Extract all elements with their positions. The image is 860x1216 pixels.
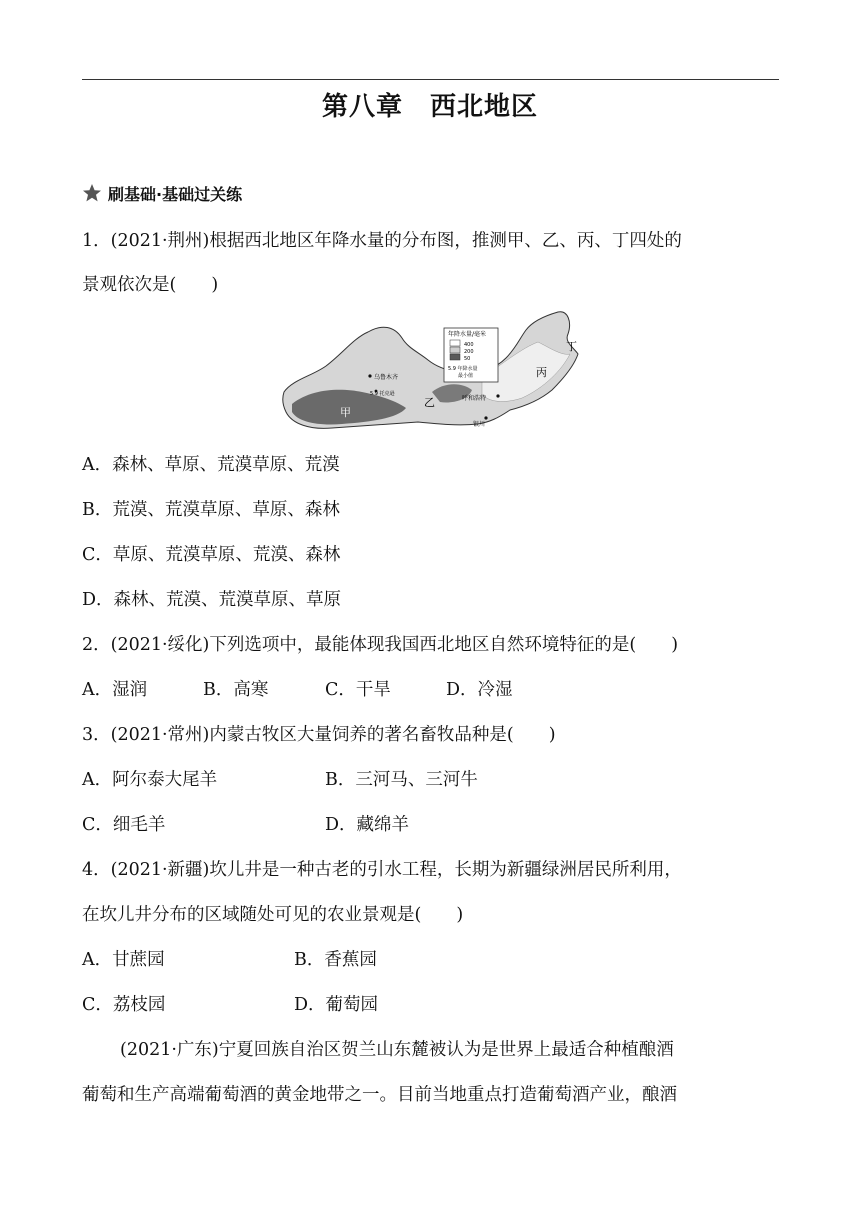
region-label-bing: 丙 bbox=[536, 366, 547, 379]
region-label-ding: 丁 bbox=[566, 340, 577, 353]
q4-line1: 4．(2021·新疆)坎儿井是一种古老的引水工程，长期为新疆绿洲居民所利用， bbox=[82, 860, 682, 880]
legend-title: 年降水量/毫米 bbox=[448, 331, 487, 338]
q4-option-b: B．香蕉园 bbox=[294, 950, 377, 970]
legend-swatch-200 bbox=[450, 347, 460, 353]
q3-option-d: D．藏绵羊 bbox=[325, 815, 410, 835]
region-label-jia: 甲 bbox=[340, 406, 351, 419]
urumqi-marker bbox=[368, 374, 371, 377]
legend-note-2: 最小值 bbox=[458, 373, 474, 379]
legend-note-1: 5.9 年降水量 bbox=[448, 366, 478, 372]
legend-value-200: 200 bbox=[464, 349, 474, 355]
chapter-title: 第八章 西北地区 bbox=[321, 92, 538, 122]
passage-line2: 葡萄和生产高端葡萄酒的黄金地带之一。目前当地重点打造葡萄酒产业，酿酒 bbox=[82, 1085, 677, 1105]
place-label-toksun: 5.9 托克逊 bbox=[370, 391, 395, 397]
precipitation-map bbox=[282, 308, 582, 438]
legend-value-400: 400 bbox=[464, 342, 474, 348]
q4-option-a: A．甘蔗园 bbox=[82, 950, 165, 970]
legend-swatch-50 bbox=[450, 354, 460, 360]
q1-option-c: C．草原、荒漠草原、荒漠、森林 bbox=[82, 545, 341, 565]
place-label-yinchuan: 银川 bbox=[473, 421, 486, 428]
q1-line2: 景观依次是( ) bbox=[82, 275, 219, 295]
q3-option-b: B．三河马、三河牛 bbox=[325, 770, 478, 790]
legend-swatch-400 bbox=[450, 340, 460, 346]
place-label-hohhot: 呼和浩特 bbox=[462, 395, 487, 402]
hohhot-marker bbox=[496, 394, 499, 397]
section-header bbox=[82, 181, 242, 205]
q1-option-a: A．森林、草原、荒漠草原、荒漠 bbox=[82, 455, 340, 475]
header-rule bbox=[82, 79, 779, 80]
q3-text: 3．(2021·常州)内蒙古牧区大量饲养的著名畜牧品种是( ) bbox=[82, 725, 556, 745]
q2-option-b: B．高寒 bbox=[203, 680, 269, 700]
q3-option-c: C．细毛羊 bbox=[82, 815, 166, 835]
passage-line1: (2021·广东)宁夏回族自治区贺兰山东麓被认为是世界上最适合种植酿酒 bbox=[120, 1040, 674, 1060]
q1-option-b: B．荒漠、荒漠草原、草原、森林 bbox=[82, 500, 340, 520]
yinchuan-marker bbox=[484, 416, 487, 419]
q4-option-c: C．荔枝园 bbox=[82, 995, 166, 1015]
q2-text: 2．(2021·绥化)下列选项中，最能体现我国西北地区自然环境特征的是( ) bbox=[82, 635, 679, 655]
q3-option-a: A．阿尔泰大尾羊 bbox=[82, 770, 218, 790]
q1-option-d: D．森林、荒漠、荒漠草原、草原 bbox=[82, 590, 342, 610]
q4-option-d: D．葡萄园 bbox=[294, 995, 379, 1015]
q4-line2: 在坎儿井分布的区域随处可见的农业景观是( ) bbox=[82, 905, 464, 925]
section-title: 刷基础·基础过关练 bbox=[108, 184, 243, 204]
q2-option-d: D．冷湿 bbox=[446, 680, 513, 700]
q2-option-a: A．湿润 bbox=[82, 680, 148, 700]
place-label-urumqi: 乌鲁木齐 bbox=[374, 374, 399, 381]
star-icon bbox=[82, 183, 102, 203]
legend-value-50: 50 bbox=[464, 356, 471, 362]
region-label-yi: 乙 bbox=[424, 396, 435, 409]
q1-line1: 1．(2021·荆州)根据西北地区年降水量的分布图，推测甲、乙、丙、丁四处的 bbox=[82, 231, 682, 251]
q2-option-c: C．干旱 bbox=[325, 680, 391, 700]
